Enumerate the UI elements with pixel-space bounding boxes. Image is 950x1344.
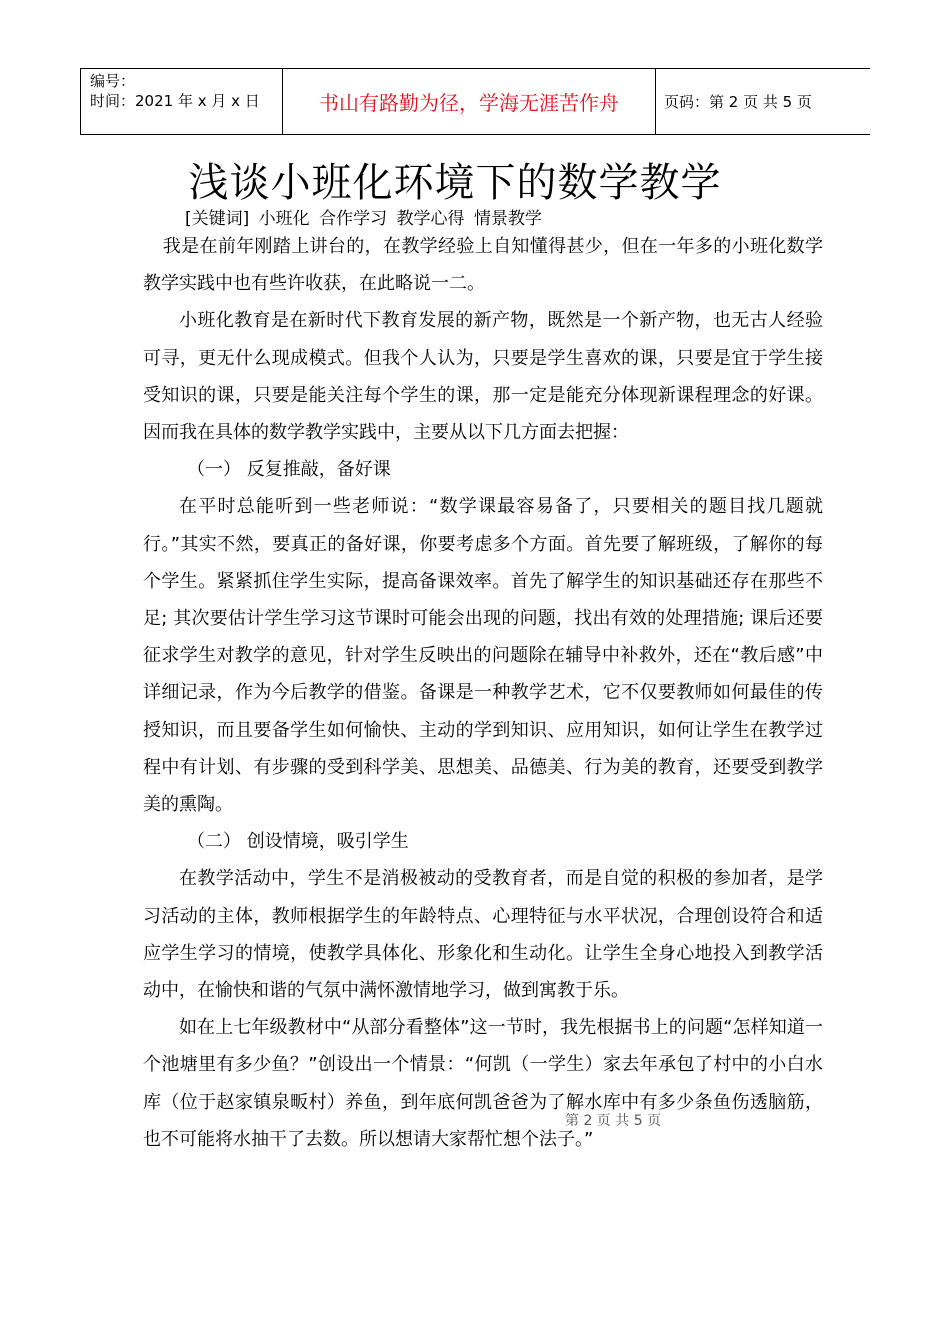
- time-label: 时间：2021 年 x 月 x 日: [90, 92, 260, 110]
- keyword: 情景教学: [473, 209, 542, 229]
- paragraph: 小班化教育是在新时代下教育发展的新产物，既然是一个新产物，也无古人经验可寻，更无什么现成模式。但我个人认为，只要是学生喜欢的课，只要是宜于学生接受知识的课，只要是能关注每个学生的课，那一定是能充分体现新课程理念的好课。因而我在具体的数学教学实践中，主要从以下几方面去把握：: [143, 310, 823, 444]
- page-footer: 第 2 页 共 5 页: [565, 1113, 662, 1129]
- article-body: [143, 228, 823, 1158]
- paragraph: 如在上七年级教材中“从部分看整体”这一节时，我先根据书上的问题“怎样知道一个池塘里有多少鱼？”创设出一个情景：“何凯（一学生）家去年承包了村中的小白水库（位于赵家镇泉畈村）养鱼，到年底何凯爸爸为了解水库中有多少条鱼伤透脑筋，也不可能将水抽干了去数。所以想请大家帮忙想个法子。”: [143, 1017, 823, 1150]
- keywords-label: [关键词]: [185, 209, 250, 229]
- motto: 书山有路勤为径，学海无涯苦作舟: [319, 91, 619, 115]
- header-meta-cell: [81, 69, 283, 134]
- paragraph: 在教学活动中，学生不是消极被动的受教育者，而是自觉的积极的参加者，是学习活动的主体，教师根据学生的年龄特点、心理特征与水平状况，合理创设符合和适应学生学习的情境，使教学具体化、形象化和生动化。让学生全身心地投入到教学活动中，在愉快和谐的气氛中满怀激情地学习，做到寓教于乐。: [143, 868, 823, 1002]
- number-label: 编号：: [90, 72, 136, 90]
- keyword: 小班化: [258, 209, 310, 229]
- section-heading: （二） 创设情境，吸引学生: [187, 831, 409, 853]
- keyword: 合作学习: [319, 209, 388, 229]
- header-motto-cell: [283, 69, 656, 134]
- paragraph: 我是在前年刚踏上讲台的，在教学经验上自知懂得甚少，但在一年多的小班化数学教学实践中也有些许收获，在此略说一二。: [143, 236, 823, 295]
- keyword: 教学心得: [396, 209, 465, 229]
- paragraph: 在平时总能听到一些老师说：“数学课最容易备了，只要相关的题目找几题就行。”其实不然，要真正的备好课，你要考虑多个方面。首先要了解班级，了解你的每个学生。紧紧抓住学生实际，提高备课效率。首先了解学生的知识基础还存在那些不足; 其次要估计学生学习这节课时可能会出现的问题，找出有效的处理措施; 课后还要征求学生对教学的意见，针对学生反映出的问题除在辅导中补救外，还在“教后感”中详细记录，作为今后教学的借鉴。备课是一种教学艺术，它不仅要教师如何最佳的传授知识，而且要备学生如何愉快、主动的学到知识、应用知识，如何让学生在教学过程中有计划、有步骤的受到科学美、思想美、品德美、行为美的教育，还要受到教学美的熏陶。: [143, 496, 823, 816]
- page-label: 页码：第 2 页 共 5 页: [664, 93, 812, 111]
- document-header: [80, 68, 870, 135]
- article-title: 浅谈小班化环境下的数学教学: [188, 160, 722, 206]
- section-heading: （一） 反复推敲，备好课: [187, 459, 391, 481]
- header-page-cell: [656, 69, 870, 134]
